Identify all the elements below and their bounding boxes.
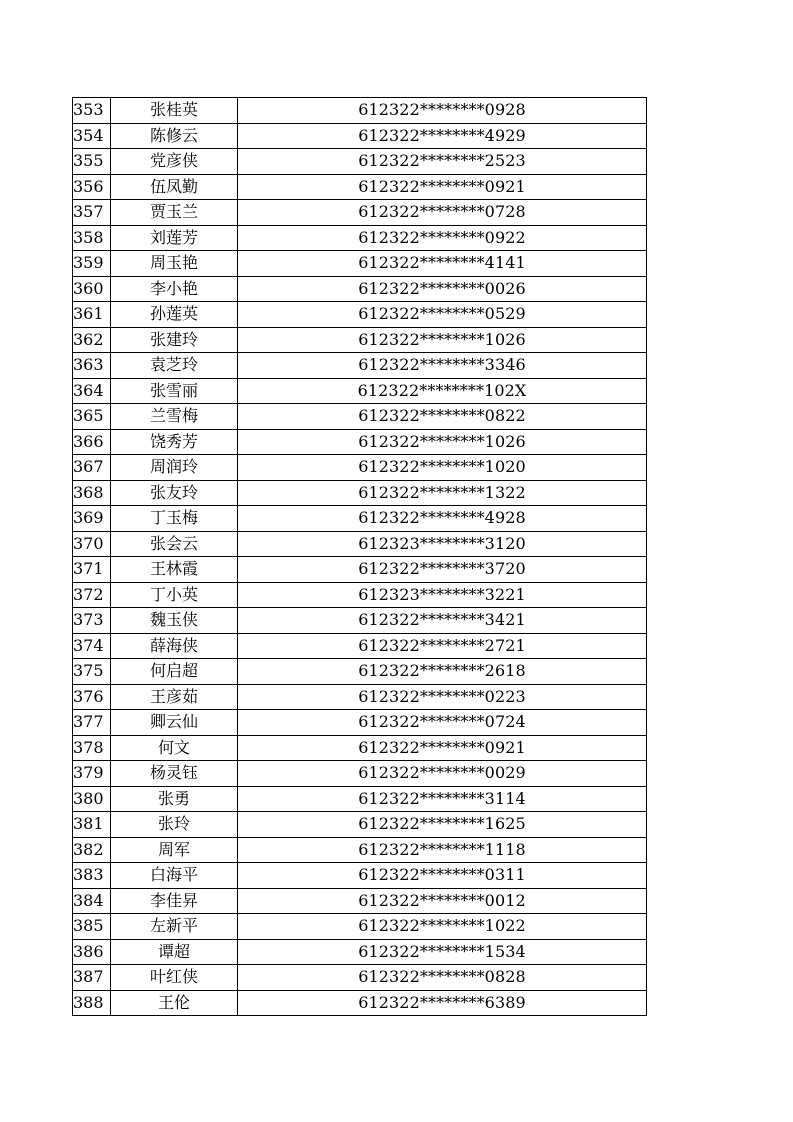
table-row bbox=[73, 965, 647, 991]
row-number-cell: 362 bbox=[73, 327, 111, 353]
table-row bbox=[73, 914, 647, 940]
id-number-cell: 612322********0724 bbox=[238, 710, 647, 736]
id-number-cell: 612322********4141 bbox=[238, 251, 647, 277]
id-number-cell: 612322********2721 bbox=[238, 633, 647, 659]
table-row bbox=[73, 684, 647, 710]
id-number-cell: 612322********0921 bbox=[238, 735, 647, 761]
person-name-cell: 丁玉梅 bbox=[111, 506, 238, 532]
id-number-cell: 612323********3221 bbox=[238, 582, 647, 608]
row-number-cell: 382 bbox=[73, 837, 111, 863]
person-name-cell: 何文 bbox=[111, 735, 238, 761]
person-name-cell: 卿云仙 bbox=[111, 710, 238, 736]
table-row bbox=[73, 98, 647, 124]
id-number-cell: 612322********0928 bbox=[238, 98, 647, 124]
table-row bbox=[73, 786, 647, 812]
row-number-cell: 378 bbox=[73, 735, 111, 761]
roster-sheet bbox=[72, 97, 646, 1016]
person-name-cell: 张友玲 bbox=[111, 480, 238, 506]
id-number-cell: 612322********4929 bbox=[238, 123, 647, 149]
person-name-cell: 王伦 bbox=[111, 990, 238, 1016]
id-number-cell: 612322********3720 bbox=[238, 557, 647, 583]
person-name-cell: 张建玲 bbox=[111, 327, 238, 353]
person-name-cell: 陈修云 bbox=[111, 123, 238, 149]
person-name-cell: 丁小英 bbox=[111, 582, 238, 608]
person-name-cell: 周玉艳 bbox=[111, 251, 238, 277]
row-number-cell: 361 bbox=[73, 302, 111, 328]
table-row bbox=[73, 276, 647, 302]
row-number-cell: 386 bbox=[73, 939, 111, 965]
table-row bbox=[73, 608, 647, 634]
id-number-cell: 612322********1118 bbox=[238, 837, 647, 863]
row-number-cell: 367 bbox=[73, 455, 111, 481]
row-number-cell: 375 bbox=[73, 659, 111, 685]
person-name-cell: 谭超 bbox=[111, 939, 238, 965]
table-row bbox=[73, 378, 647, 404]
row-number-cell: 388 bbox=[73, 990, 111, 1016]
person-name-cell: 何启超 bbox=[111, 659, 238, 685]
person-name-cell: 周润玲 bbox=[111, 455, 238, 481]
person-name-cell: 李佳昇 bbox=[111, 888, 238, 914]
id-number-cell: 612322********0029 bbox=[238, 761, 647, 787]
row-number-cell: 360 bbox=[73, 276, 111, 302]
table-row bbox=[73, 506, 647, 532]
table-row bbox=[73, 429, 647, 455]
row-number-cell: 358 bbox=[73, 225, 111, 251]
table-row bbox=[73, 404, 647, 430]
row-number-cell: 381 bbox=[73, 812, 111, 838]
id-number-cell: 612322********0311 bbox=[238, 863, 647, 889]
id-number-cell: 612322********0223 bbox=[238, 684, 647, 710]
id-number-cell: 612322********1322 bbox=[238, 480, 647, 506]
row-number-cell: 365 bbox=[73, 404, 111, 430]
person-name-cell: 孙莲英 bbox=[111, 302, 238, 328]
person-name-cell: 杨灵钰 bbox=[111, 761, 238, 787]
id-number-cell: 612322********0012 bbox=[238, 888, 647, 914]
table-row bbox=[73, 149, 647, 175]
person-name-cell: 周军 bbox=[111, 837, 238, 863]
row-number-cell: 374 bbox=[73, 633, 111, 659]
table-row bbox=[73, 888, 647, 914]
id-number-cell: 612322********0828 bbox=[238, 965, 647, 991]
table-row bbox=[73, 455, 647, 481]
row-number-cell: 368 bbox=[73, 480, 111, 506]
table-row bbox=[73, 837, 647, 863]
row-number-cell: 359 bbox=[73, 251, 111, 277]
table-row bbox=[73, 582, 647, 608]
row-number-cell: 357 bbox=[73, 200, 111, 226]
id-number-cell: 612322********2523 bbox=[238, 149, 647, 175]
row-number-cell: 372 bbox=[73, 582, 111, 608]
table-row bbox=[73, 480, 647, 506]
table-row bbox=[73, 225, 647, 251]
id-number-cell: 612322********6389 bbox=[238, 990, 647, 1016]
person-name-cell: 张勇 bbox=[111, 786, 238, 812]
person-name-cell: 王林霞 bbox=[111, 557, 238, 583]
row-number-cell: 364 bbox=[73, 378, 111, 404]
row-number-cell: 354 bbox=[73, 123, 111, 149]
person-name-cell: 张雪丽 bbox=[111, 378, 238, 404]
table-row bbox=[73, 761, 647, 787]
id-number-cell: 612322********0922 bbox=[238, 225, 647, 251]
id-number-cell: 612322********0026 bbox=[238, 276, 647, 302]
table-row bbox=[73, 123, 647, 149]
id-number-cell: 612322********0822 bbox=[238, 404, 647, 430]
person-name-cell: 王彦茹 bbox=[111, 684, 238, 710]
row-number-cell: 355 bbox=[73, 149, 111, 175]
table-row bbox=[73, 990, 647, 1016]
table-row bbox=[73, 302, 647, 328]
person-name-cell: 左新平 bbox=[111, 914, 238, 940]
person-name-cell: 张会云 bbox=[111, 531, 238, 557]
table-row bbox=[73, 174, 647, 200]
person-name-cell: 李小艳 bbox=[111, 276, 238, 302]
row-number-cell: 377 bbox=[73, 710, 111, 736]
table-row bbox=[73, 633, 647, 659]
table-row bbox=[73, 531, 647, 557]
roster-table bbox=[72, 97, 647, 1016]
row-number-cell: 384 bbox=[73, 888, 111, 914]
row-number-cell: 376 bbox=[73, 684, 111, 710]
row-number-cell: 370 bbox=[73, 531, 111, 557]
id-number-cell: 612322********0728 bbox=[238, 200, 647, 226]
id-number-cell: 612322********4928 bbox=[238, 506, 647, 532]
id-number-cell: 612322********1022 bbox=[238, 914, 647, 940]
table-row bbox=[73, 353, 647, 379]
id-number-cell: 612322********3114 bbox=[238, 786, 647, 812]
person-name-cell: 张桂英 bbox=[111, 98, 238, 124]
table-row bbox=[73, 939, 647, 965]
table-row bbox=[73, 659, 647, 685]
row-number-cell: 383 bbox=[73, 863, 111, 889]
person-name-cell: 叶红侠 bbox=[111, 965, 238, 991]
person-name-cell: 薛海侠 bbox=[111, 633, 238, 659]
table-row bbox=[73, 863, 647, 889]
id-number-cell: 612322********1020 bbox=[238, 455, 647, 481]
id-number-cell: 612322********1625 bbox=[238, 812, 647, 838]
person-name-cell: 贾玉兰 bbox=[111, 200, 238, 226]
person-name-cell: 刘莲芳 bbox=[111, 225, 238, 251]
id-number-cell: 612322********0529 bbox=[238, 302, 647, 328]
person-name-cell: 魏玉侠 bbox=[111, 608, 238, 634]
id-number-cell: 612322********0921 bbox=[238, 174, 647, 200]
person-name-cell: 张玲 bbox=[111, 812, 238, 838]
person-name-cell: 伍凤勤 bbox=[111, 174, 238, 200]
row-number-cell: 363 bbox=[73, 353, 111, 379]
row-number-cell: 387 bbox=[73, 965, 111, 991]
table-row bbox=[73, 557, 647, 583]
table-row bbox=[73, 200, 647, 226]
table-row bbox=[73, 327, 647, 353]
table-row bbox=[73, 812, 647, 838]
row-number-cell: 380 bbox=[73, 786, 111, 812]
id-number-cell: 612322********1534 bbox=[238, 939, 647, 965]
person-name-cell: 袁芝玲 bbox=[111, 353, 238, 379]
table-row bbox=[73, 735, 647, 761]
row-number-cell: 366 bbox=[73, 429, 111, 455]
person-name-cell: 党彦侠 bbox=[111, 149, 238, 175]
roster-table-body bbox=[73, 98, 647, 1016]
id-number-cell: 612323********3120 bbox=[238, 531, 647, 557]
table-row bbox=[73, 251, 647, 277]
id-number-cell: 612322********1026 bbox=[238, 429, 647, 455]
row-number-cell: 369 bbox=[73, 506, 111, 532]
row-number-cell: 379 bbox=[73, 761, 111, 787]
person-name-cell: 兰雪梅 bbox=[111, 404, 238, 430]
row-number-cell: 353 bbox=[73, 98, 111, 124]
id-number-cell: 612322********102X bbox=[238, 378, 647, 404]
person-name-cell: 饶秀芳 bbox=[111, 429, 238, 455]
row-number-cell: 371 bbox=[73, 557, 111, 583]
table-row bbox=[73, 710, 647, 736]
id-number-cell: 612322********3421 bbox=[238, 608, 647, 634]
row-number-cell: 356 bbox=[73, 174, 111, 200]
id-number-cell: 612322********3346 bbox=[238, 353, 647, 379]
row-number-cell: 373 bbox=[73, 608, 111, 634]
row-number-cell: 385 bbox=[73, 914, 111, 940]
id-number-cell: 612322********1026 bbox=[238, 327, 647, 353]
id-number-cell: 612322********2618 bbox=[238, 659, 647, 685]
person-name-cell: 白海平 bbox=[111, 863, 238, 889]
